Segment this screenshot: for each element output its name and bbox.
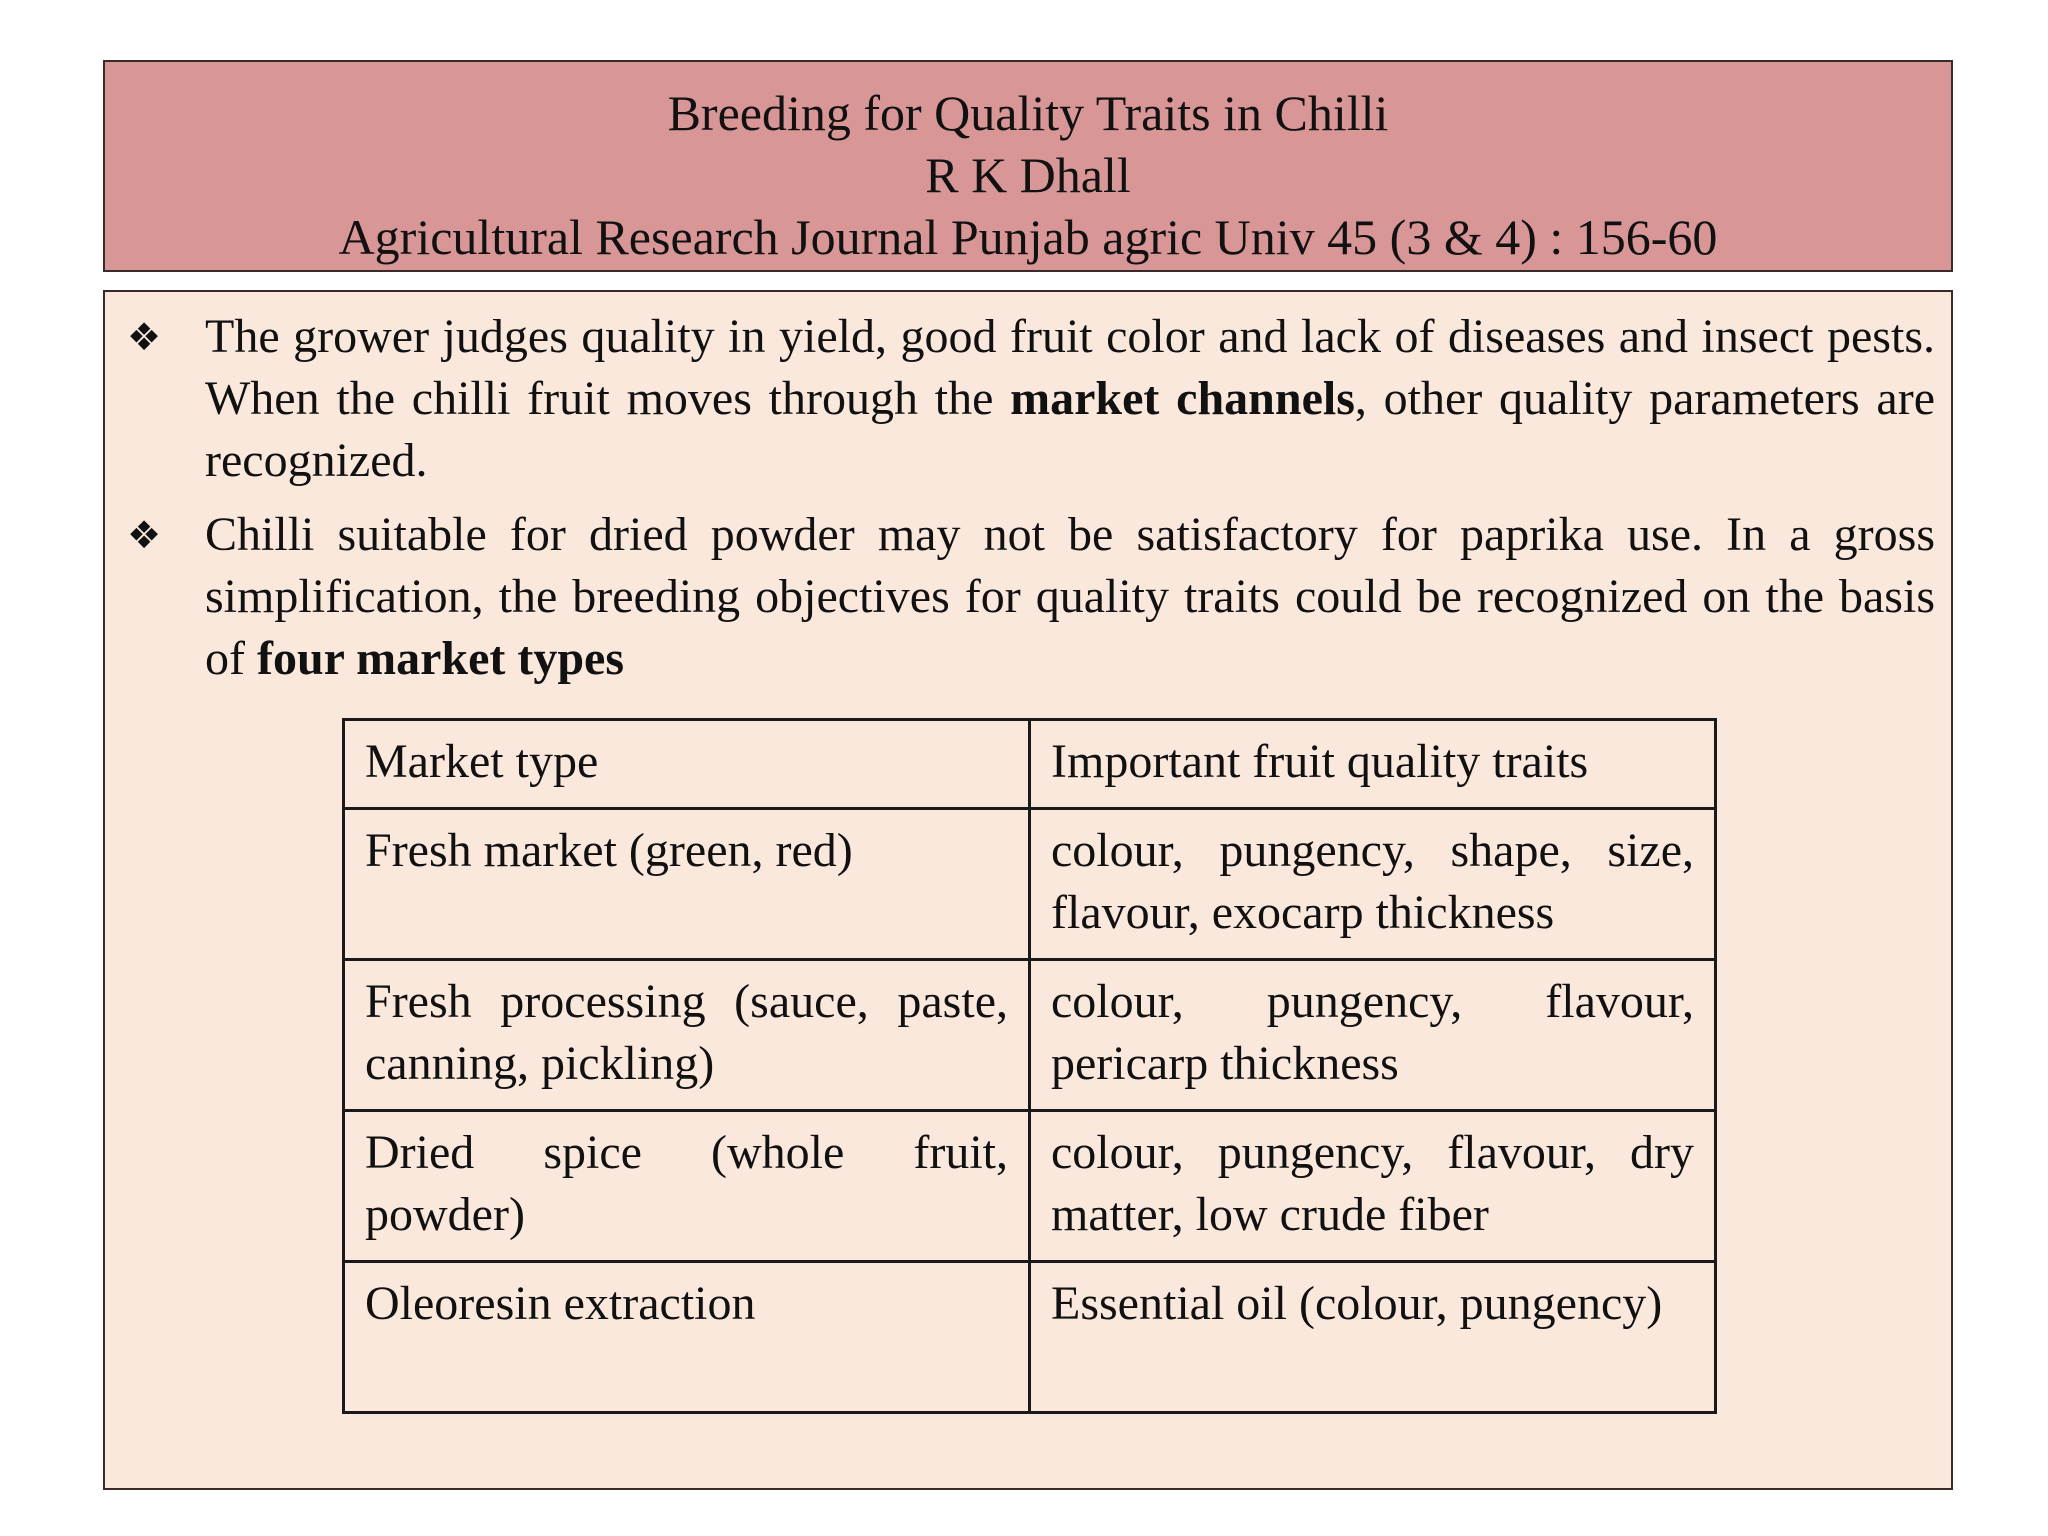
bullet-text: Chilli suitable for dried powder may not be satisfactory for paprika use. In a gross simplification, the breeding objectives for quality traits could be recognized on the basis of xyxy=(205,508,1935,685)
bullet-list xyxy=(127,306,1935,690)
quality-traits-cell: colour, pungency, flavour, dry matter, low crude fiber xyxy=(1030,1111,1716,1262)
quality-traits-cell: colour, pungency, flavour, pericarp thickness xyxy=(1030,960,1716,1111)
column-header-market-type: Market type xyxy=(344,720,1030,809)
market-type-table xyxy=(342,718,1717,1414)
diamond-bullet-icon: ❖ xyxy=(127,315,162,359)
bullet-point xyxy=(127,504,1935,690)
content-panel xyxy=(103,290,1953,1490)
table-header-row xyxy=(344,720,1716,809)
quality-traits-cell: Essential oil (colour, pungency) xyxy=(1030,1262,1716,1413)
table-row xyxy=(344,1262,1716,1413)
bullet-emphasis: four market types xyxy=(256,632,625,685)
quality-traits-cell: colour, pungency, shape, size, flavour, exocarp thickness xyxy=(1030,809,1716,960)
market-type-cell: Oleoresin extraction xyxy=(344,1262,1030,1413)
journal-citation: Agricultural Research Journal Punjab agric Univ 45 (3 & 4) : 156-60 xyxy=(338,209,1718,265)
market-type-cell: Fresh market (green, red) xyxy=(344,809,1030,960)
title-banner xyxy=(103,60,1953,272)
diamond-bullet-icon: ❖ xyxy=(127,513,162,557)
table-row xyxy=(344,1111,1716,1262)
slide-title: Breeding for Quality Traits in Chilli xyxy=(667,85,1389,141)
author-name: R K Dhall xyxy=(925,147,1131,203)
market-type-cell: Dried spice (whole fruit, powder) xyxy=(344,1111,1030,1262)
table-row xyxy=(344,809,1716,960)
bullet-text-tail: , other quality parameters are recognized. xyxy=(205,372,1935,487)
market-type-cell: Fresh processing (sauce, paste, canning, pickling) xyxy=(344,960,1030,1111)
column-header-quality-traits: Important fruit quality traits xyxy=(1030,720,1716,809)
bullet-text: The grower judges quality in yield, good fruit color and lack of diseases and insect pests. When the chilli fruit moves through the xyxy=(205,310,1935,425)
table-row xyxy=(344,960,1716,1111)
bullet-emphasis: market channels xyxy=(1010,372,1355,425)
bullet-point xyxy=(127,306,1935,492)
